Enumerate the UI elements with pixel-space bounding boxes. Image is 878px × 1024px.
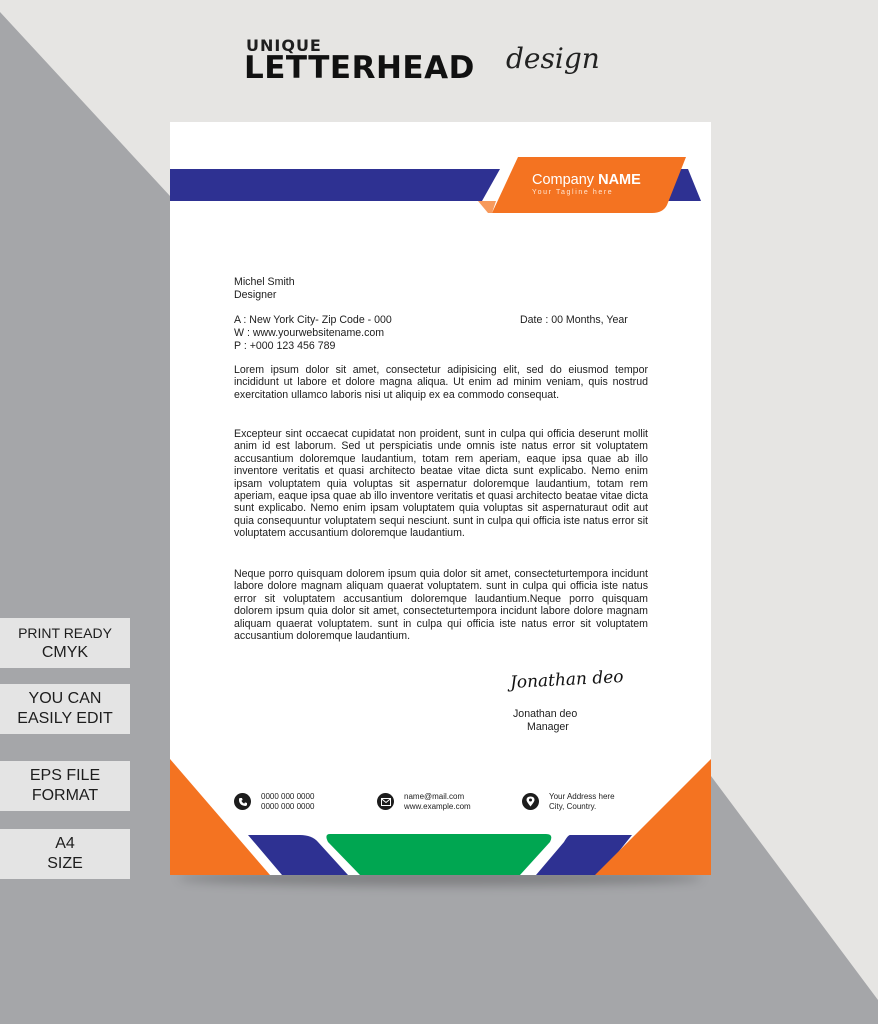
footer-address-line-2: City, Country. bbox=[549, 801, 597, 811]
feature-label-easy-edit bbox=[0, 684, 130, 734]
body-paragraph-1: Lorem ipsum dolor sit amet, consectetur adipisicing elit, sed do eiusmod tempor incididunt ut labore et dolore magna aliqua. Ut enim ad minim veniam, quis nostrud exercitation ullamco laboris nisi ut aliquip ex ea commodo consequat. bbox=[234, 364, 648, 401]
footer-email-address: name@mail.com bbox=[404, 792, 465, 801]
header-navy-stripe bbox=[170, 169, 500, 201]
company-name-bold: NAME bbox=[598, 172, 641, 188]
footer-orange-right bbox=[595, 759, 711, 875]
feature-label-line1: A4 bbox=[55, 835, 75, 852]
title-unique: UNIQUE bbox=[246, 36, 322, 55]
mail-icon bbox=[377, 793, 394, 810]
feature-label-line2: SIZE bbox=[47, 855, 83, 872]
feature-label-line1: PRINT READY bbox=[18, 625, 112, 641]
signer-role: Manager bbox=[527, 721, 569, 733]
company-logo bbox=[532, 172, 682, 196]
feature-label-line1: YOU CAN bbox=[28, 690, 102, 707]
footer-phone bbox=[234, 792, 314, 811]
feature-label-line2: EASILY EDIT bbox=[17, 710, 113, 727]
location-pin-icon bbox=[522, 793, 539, 810]
feature-label-line1: EPS FILE bbox=[29, 767, 101, 784]
feature-label-eps-file bbox=[0, 761, 130, 811]
phone-line: P : +000 123 456 789 bbox=[234, 340, 336, 352]
phone-icon bbox=[234, 793, 251, 810]
footer-phone-2: 0000 000 0000 bbox=[261, 801, 315, 811]
body-paragraph-2: Excepteur sint occaecat cupidatat non proident, sunt in culpa qui officia deserunt mollit anim id est laborum. Sed ut perspiciatis unde omnis iste natus error sit voluptatem accusantium doloremque laudantium, totam rem aperiam, eaque ipsa quae ab illo inventore veritatis et quasi architecto beatae vitae dicta sunt explicabo. Nemo enim ipsam voluptatem quia voluptas sit aspernatur doloremque laudantium, totam rem aperiam, eaque ipsa quae ab illo inventore veritatis et quasi architecto beatae vitae dicta sunt explicabo. Nemo enim ipsam voluptatem quia voluptas sit aspernaturaut odit aut quia consequuntur voluptatem sequi nesciunt. sunt in culpa qui officia iste natus error sit voluptatem accusantium doloremque laudantium. bbox=[234, 428, 648, 540]
footer-address-line-1: Your Address here bbox=[549, 792, 615, 801]
date-line: Date : 00 Months, Year bbox=[520, 314, 628, 326]
signature-script: Jonathan deo bbox=[509, 667, 625, 693]
feature-label-a4-size bbox=[0, 829, 130, 879]
title-design-script: design bbox=[506, 42, 600, 75]
footer-orange-left bbox=[170, 759, 270, 875]
footer-website: www.example.com bbox=[404, 801, 471, 811]
website-line: W : www.yourwebsitename.com bbox=[234, 327, 385, 339]
company-tagline: Your Tagline here bbox=[532, 189, 614, 196]
sender-role: Designer bbox=[234, 289, 277, 301]
body-paragraph-3: Neque porro quisquam dolorem ipsum quia dolor sit amet, consecteturtempora incidunt labore dolore magnam aliquam quaerat voluptatem. sunt in culpa qui officia iste natus error sit voluptatem accusantium doloremque laudantium.Neque porro quisquam dolorem ipsum quia dolor sit amet, consecteturtempora incidunt labore dolore magnam aliquam quaerat voluptatem. sunt in culpa qui officia iste natus error sit voluptatem accusantium doloremque laudantium. bbox=[234, 568, 648, 643]
address-line: A : New York City- Zip Code - 000 bbox=[234, 314, 392, 326]
footer-address bbox=[522, 792, 615, 811]
footer-phone-1: 0000 000 0000 bbox=[261, 792, 315, 801]
sender-name: Michel Smith bbox=[234, 276, 295, 288]
title-letterhead: LETTERHEAD bbox=[244, 50, 475, 86]
feature-label-print-ready bbox=[0, 618, 130, 668]
footer-green-center bbox=[326, 834, 551, 875]
signer-name: Jonathan deo bbox=[513, 708, 578, 720]
letterhead-page bbox=[170, 122, 711, 875]
footer-email bbox=[377, 792, 471, 811]
feature-label-line2: FORMAT bbox=[31, 787, 99, 804]
company-name-prefix: Company bbox=[532, 172, 599, 188]
feature-label-line2: CMYK bbox=[41, 644, 89, 661]
